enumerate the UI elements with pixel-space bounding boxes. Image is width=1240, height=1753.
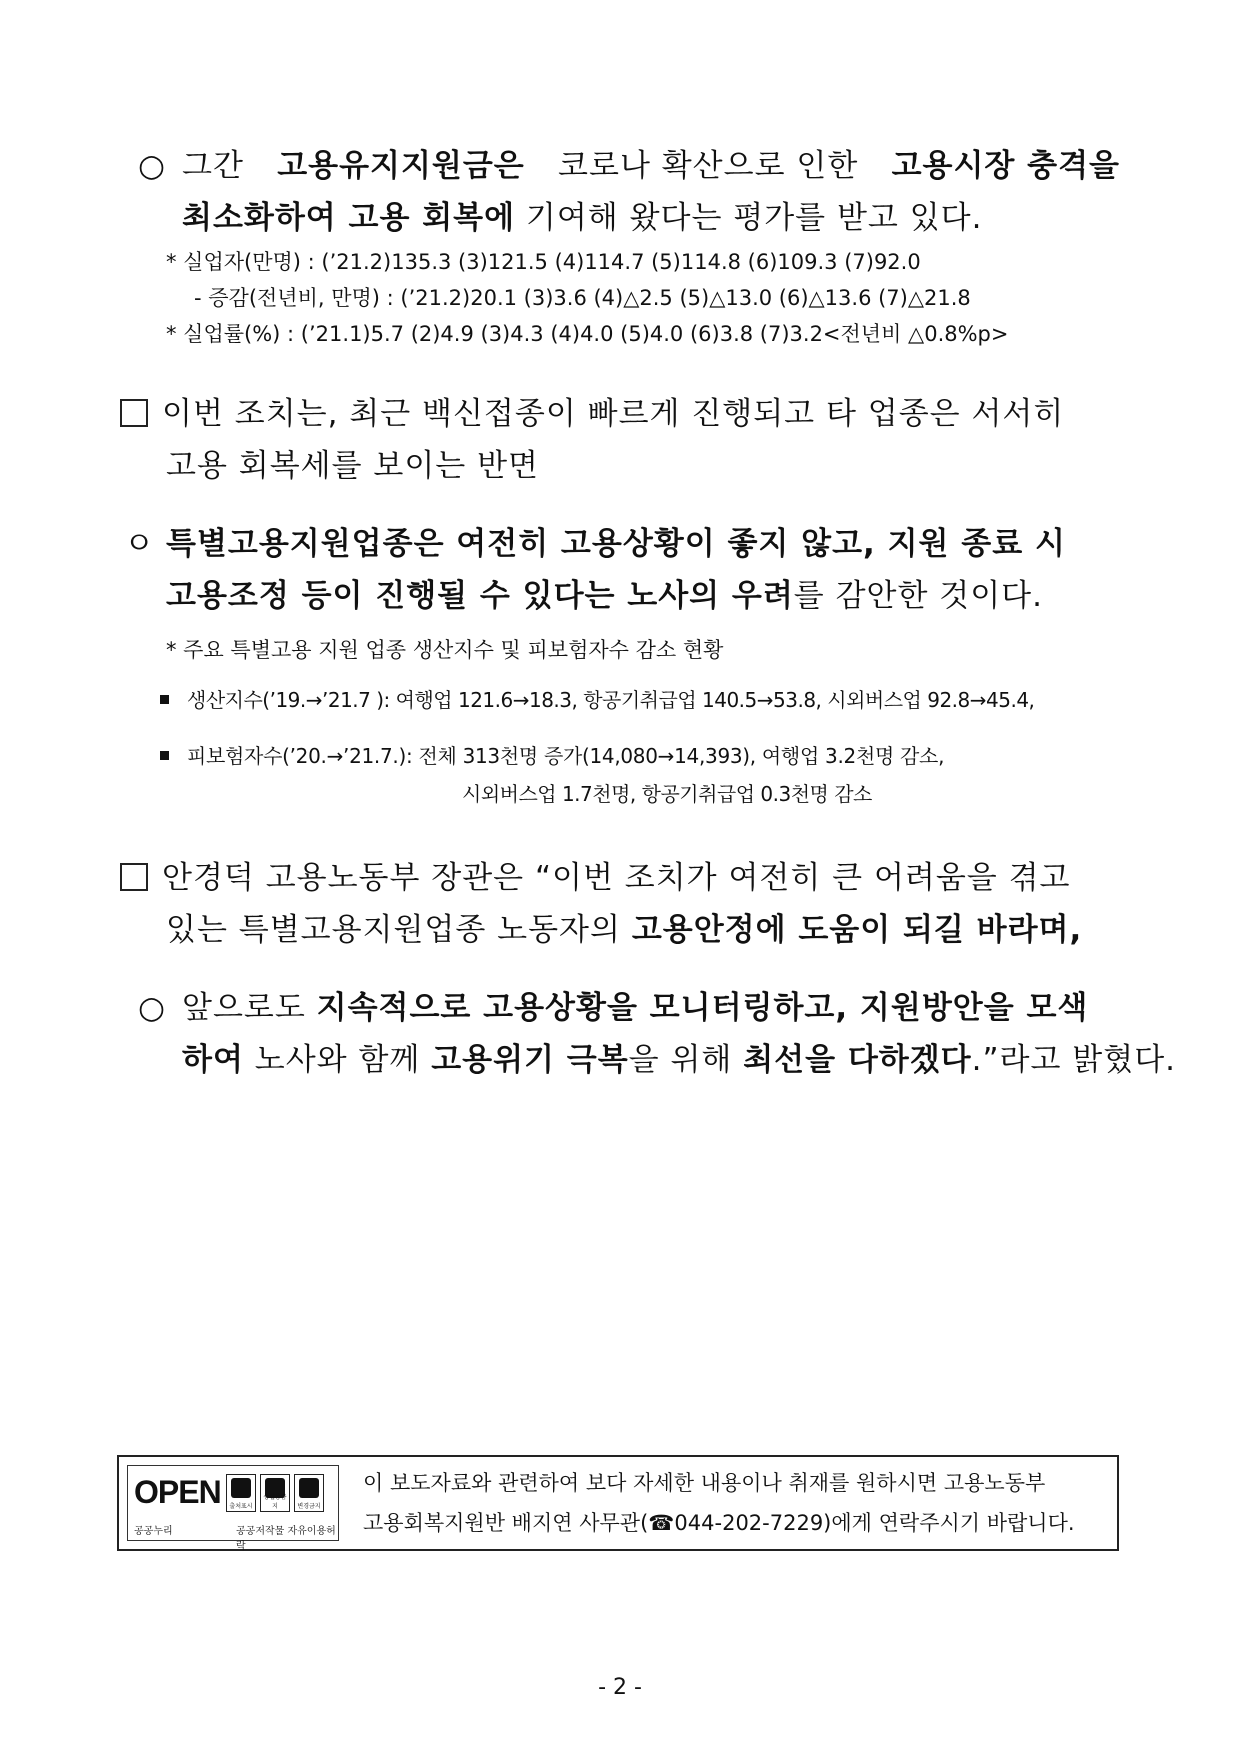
square-bullet-icon bbox=[160, 695, 169, 704]
paragraph-5 bbox=[138, 982, 1176, 1086]
paragraph-3-line-1 bbox=[124, 518, 1120, 570]
contact-line-2: 고용회복지원반 배지연 사무관(☎044-202-7229)에게 연락주시기 바랍니다. bbox=[363, 1511, 1075, 1535]
bullet-text: 시외버스업 1.7천명, 항공기취급업 0.3천명 감소 bbox=[462, 782, 872, 806]
page-number: - 2 - bbox=[598, 1675, 642, 1700]
paragraph-2-line-1 bbox=[120, 388, 1120, 440]
paragraph-1 bbox=[138, 140, 1120, 244]
paragraph-5-line-1 bbox=[138, 982, 1120, 1034]
open-logo-text: OPEN bbox=[134, 1474, 221, 1510]
logo-caption-right: 공공저작물 자유이용허락 bbox=[236, 1526, 336, 1552]
circle-marker: ㅇ bbox=[124, 526, 155, 562]
text-run: 앞으로도 bbox=[182, 990, 317, 1026]
paragraph-2-line-2: 고용 회복세를 보이는 반면 bbox=[166, 448, 539, 484]
paragraph-1-line-2 bbox=[138, 192, 1120, 244]
bold-run: 고용안정에 도움이 되길 바라며, bbox=[631, 912, 1083, 948]
circle-marker: ○ bbox=[138, 990, 167, 1026]
text-run: .”라고 밝혔다. bbox=[971, 1042, 1176, 1078]
bold-run: 하여 bbox=[182, 1042, 244, 1078]
contact-line-1: 이 보도자료와 관련하여 보다 자세한 내용이나 취재를 원하시면 고용노동부 bbox=[363, 1471, 1046, 1495]
bullet-insured-continued bbox=[462, 778, 872, 807]
text-run: 기여해 왔다는 평가를 받고 있다. bbox=[515, 200, 983, 236]
paragraph-2 bbox=[120, 388, 1120, 492]
text-run: 를 감안한 것이다. bbox=[793, 578, 1043, 614]
non-commercial-icon: 상업용금지 bbox=[260, 1474, 290, 1512]
kogl-open-logo bbox=[127, 1465, 339, 1552]
note-rate: * 실업률(%) : (’21.1)5.7 (2)4.9 (3)4.3 (4)4.0 (5)4.0 (6)3.8 (7)3.2<전년비 △0.8%p> bbox=[166, 322, 1009, 346]
bullet-insured bbox=[160, 740, 944, 769]
checkbox-square-icon bbox=[120, 863, 148, 891]
paragraph-4-line-1 bbox=[120, 852, 1120, 904]
note-title: * 주요 특별고용 지원 업종 생산지수 및 피보험자수 감소 현황 bbox=[166, 638, 724, 662]
bold-run: 고용시장 충격을 bbox=[891, 148, 1120, 184]
bold-run: 최소화하여 고용 회복에 bbox=[182, 200, 516, 236]
note-change: - 증감(전년비, 만명) : (’21.2)20.1 (3)3.6 (4)△2.5 (5)△13.0 (6)△13.6 (7)△21.8 bbox=[194, 286, 971, 310]
bullet-text: 생산지수(’19.→’21.7 ): 여행업 121.6→18.3, 항공기취급업 140.5→53.8, 시외버스업 92.8→45.4, bbox=[187, 688, 1035, 712]
text-run: 이번 조치는, 최근 백신접종이 빠르게 진행되고 타 업종은 서서히 bbox=[162, 396, 1065, 432]
paragraph-4-line-2 bbox=[120, 904, 1120, 956]
paragraph-3-line-2 bbox=[124, 570, 1120, 622]
text-run: 안경덕 고용노동부 장관은 “이번 조치가 여전히 큰 어려움을 겪고 bbox=[162, 860, 1071, 896]
checkbox-square-icon bbox=[120, 399, 148, 427]
unemployment-notes bbox=[166, 244, 1008, 352]
bold-run: 고용조정 등이 진행될 수 있다는 노사의 우려 bbox=[166, 578, 794, 614]
industry-notes bbox=[166, 632, 723, 668]
attribution-icon: 출처표시 bbox=[226, 1474, 256, 1512]
no-derivatives-icon: 변경금지 bbox=[294, 1474, 324, 1512]
paragraph-3 bbox=[124, 518, 1120, 622]
text-run: 노사와 함께 bbox=[243, 1042, 432, 1078]
paragraph-5-line-2 bbox=[138, 1034, 1176, 1086]
text-run: 그간 bbox=[182, 148, 244, 184]
contact-box bbox=[117, 1455, 1119, 1551]
bold-run: 고용유지지원금은 bbox=[277, 148, 525, 184]
bold-run: 최선을 다하겠다 bbox=[743, 1042, 972, 1078]
bullet-production-index bbox=[160, 684, 1034, 713]
paragraph-4 bbox=[120, 852, 1120, 956]
contact-text bbox=[363, 1463, 1107, 1543]
logo-caption-left: 공공누리 bbox=[134, 1526, 173, 1537]
paragraph-1-line-1 bbox=[138, 140, 1120, 192]
bullet-text: 피보험자수(’20.→’21.7.): 전체 313천명 증가(14,080→14,393), 여행업 3.2천명 감소, bbox=[187, 744, 945, 768]
text-run: 코로나 확산으로 인한 bbox=[558, 148, 859, 184]
text-run: 을 위해 bbox=[628, 1042, 744, 1078]
note-unemployed: * 실업자(만명) : (’21.2)135.3 (3)121.5 (4)114.7 (5)114.8 (6)109.3 (7)92.0 bbox=[166, 250, 921, 274]
bold-run: 고용위기 극복 bbox=[431, 1042, 629, 1078]
bold-run: 지속적으로 고용상황을 모니터링하고, 지원방안을 모색 bbox=[316, 990, 1089, 1026]
bold-run: 특별고용지원업종은 여전히 고용상황이 좋지 않고, 지원 종료 시 bbox=[166, 526, 1066, 562]
circle-marker: ○ bbox=[138, 148, 167, 184]
text-run: 있는 특별고용지원업종 노동자의 bbox=[166, 912, 632, 948]
square-bullet-icon bbox=[160, 751, 169, 760]
